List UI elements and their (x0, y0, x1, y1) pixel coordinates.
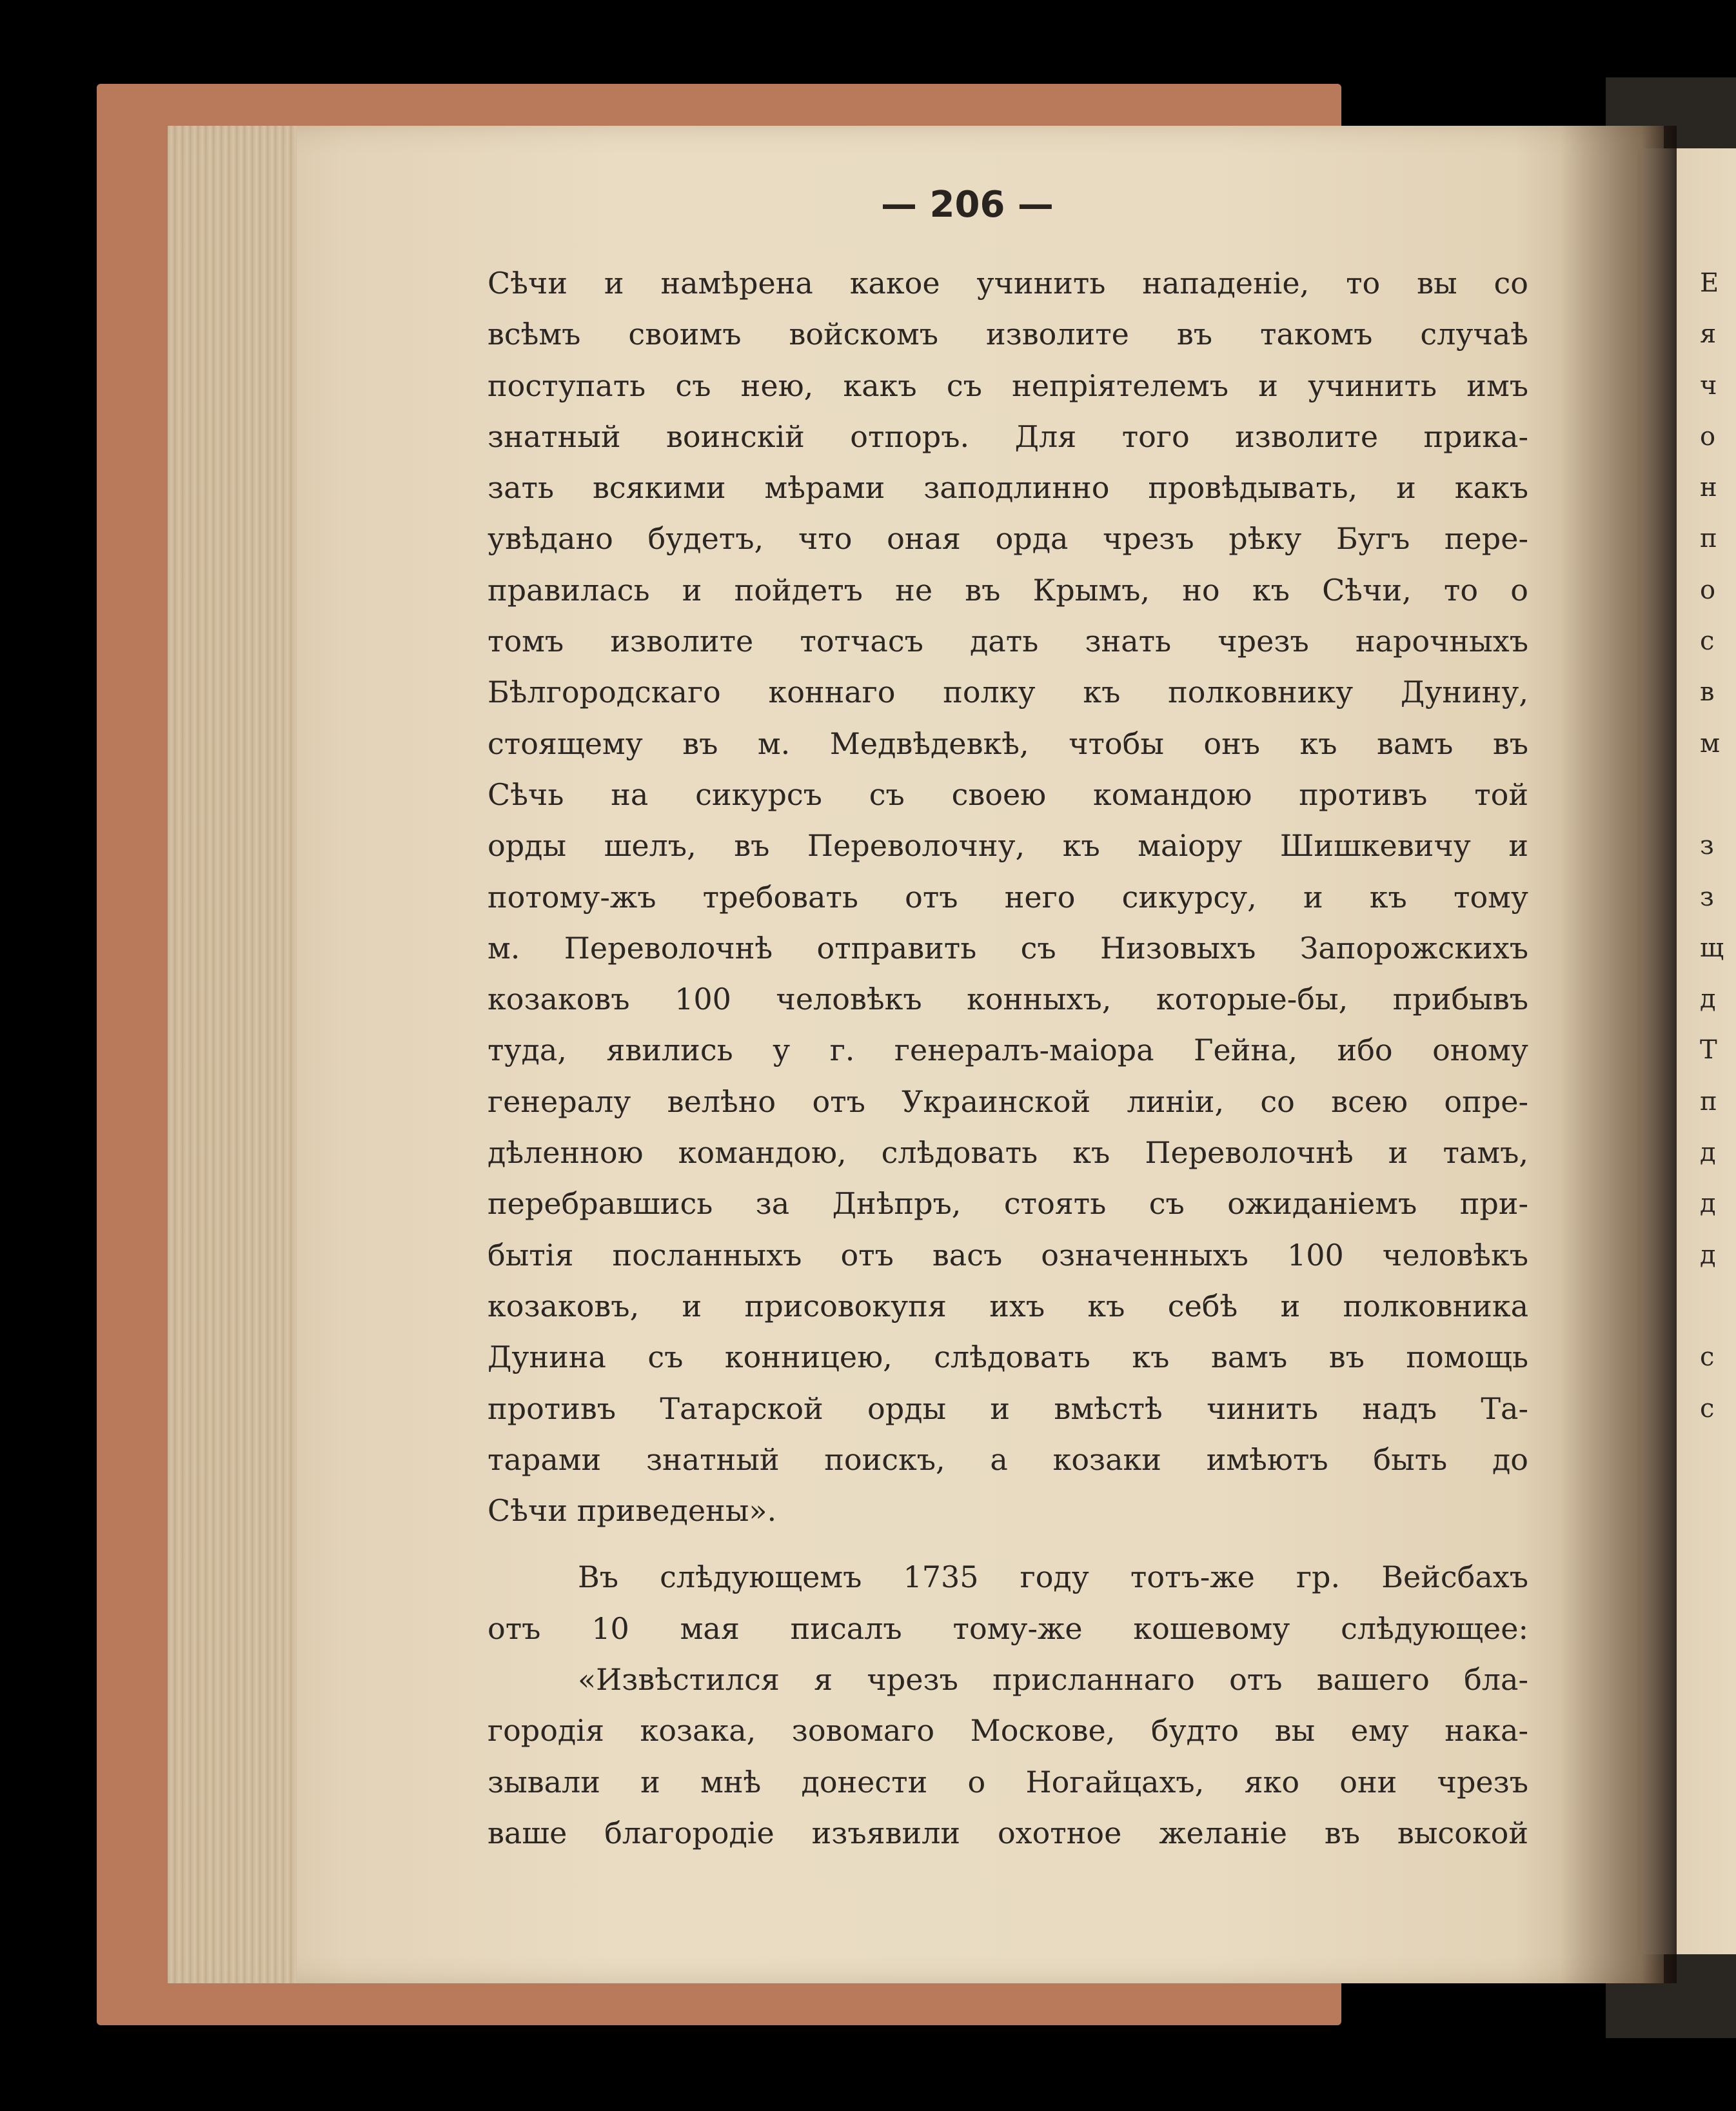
text-line: отъ 10 мая писалъ тому-же кошевому слѣдующее: (488, 1611, 1528, 1646)
text-line: зать всякими мѣрами заподлинно провѣдывать, и какъ (488, 470, 1528, 506)
text-line: перебравшись за Днѣпръ, стоять съ ожиданіемъ при- (488, 1186, 1528, 1222)
facing-fragment: с (1700, 626, 1715, 657)
text-line: Сѣчи приведены». (488, 1493, 777, 1529)
text-line: генералу велѣно отъ Украинской линіи, со всею опре- (488, 1084, 1528, 1119)
facing-fragment: д (1700, 984, 1716, 1015)
page-edges (168, 126, 297, 1983)
facing-fragment: о (1700, 421, 1716, 451)
facing-fragment: ч (1700, 370, 1717, 401)
text-line: орды шелъ, въ Переволочну, къ маіору Шишкевичу и (488, 828, 1528, 864)
text-line: городія козака, зовомаго Москове, будто вы ему нака- (488, 1713, 1528, 1749)
facing-fragment: в (1700, 677, 1715, 708)
text-line: противъ Татарской орды и вмѣстѣ чинить надъ Та- (488, 1391, 1528, 1426)
book-gutter-shadow (1561, 126, 1677, 1983)
text-line: томъ изволите тотчасъ дать знать чрезъ нарочныхъ (488, 624, 1528, 659)
facing-fragment: д (1700, 1189, 1716, 1219)
facing-fragment: с (1700, 1342, 1715, 1373)
text-line: туда, явились у г. генералъ-маіора Гейна, ибо оному (488, 1033, 1528, 1068)
facing-fragment: я (1700, 319, 1717, 350)
facing-fragment: Т (1700, 1035, 1717, 1065)
text-line: знатный воинскій отпоръ. Для того изволите прика- (488, 419, 1528, 454)
text-line: стоящему въ м. Медвѣдевкѣ, чтобы онъ къ вамъ въ (488, 726, 1528, 761)
paragraph-3 (488, 1654, 1528, 1859)
paragraph-1 (488, 258, 1528, 1536)
page-number: — 206 — (881, 184, 1054, 226)
text-line: правилась и пойдетъ не въ Крымъ, но къ Сѣчи, то о (488, 572, 1528, 608)
text-line: козаковъ 100 человѣкъ конныхъ, которые-бы, прибывъ (488, 982, 1528, 1017)
paragraph-2 (488, 1552, 1528, 1654)
text-line: Сѣчь на сикурсъ съ своею командою противъ той (488, 777, 1528, 812)
facing-fragment: м (1700, 728, 1721, 758)
text-line: дѣленною командою, слѣдовать къ Переволочнѣ и тамъ, (488, 1135, 1528, 1171)
text-line: бытія посланныхъ отъ васъ означенныхъ 100 человѣкъ (488, 1237, 1528, 1273)
facing-page-fragments (1700, 258, 1736, 1434)
text-line: Сѣчи и намѣрена какое учинить нападеніе, то вы со (488, 266, 1528, 301)
facing-fragment: з (1700, 882, 1714, 912)
text-line: увѣдано будетъ, что оная орда чрезъ рѣку Бугъ пере- (488, 521, 1528, 557)
facing-fragment: д (1700, 1240, 1716, 1270)
text-line: Бѣлгородскаго коннаго полку къ полковнику Дунину, (488, 675, 1528, 710)
text-line: «Извѣстился я чрезъ присланнаго отъ вашего бла- (578, 1662, 1528, 1698)
text-line: тарами знатный поискъ, а козаки имѣютъ быть до (488, 1442, 1528, 1477)
text-line: козаковъ, и присовокупя ихъ къ себѣ и полковника (488, 1288, 1528, 1323)
facing-fragment: щ (1700, 933, 1724, 963)
facing-fragment: н (1700, 473, 1717, 503)
text-line: Въ слѣдующемъ 1735 году тотъ-же гр. Вейсбахъ (578, 1560, 1528, 1595)
facing-fragment (1700, 1281, 1736, 1332)
text-line: зывали и мнѣ донести о Ногайцахъ, яко они чрезъ (488, 1764, 1528, 1799)
facing-fragment: Е (1700, 268, 1719, 298)
text-line: м. Переволочнѣ отправить съ Низовыхъ Запорожскихъ (488, 930, 1528, 966)
body-text (488, 258, 1528, 1859)
facing-fragment: п (1700, 1086, 1717, 1116)
text-line: поступать съ нею, какъ съ непріятелемъ и учинить имъ (488, 368, 1528, 403)
facing-fragment: з (1700, 831, 1714, 861)
text-line: всѣмъ своимъ войскомъ изволите въ такомъ случаѣ (488, 317, 1528, 352)
facing-fragment: о (1700, 575, 1716, 605)
facing-fragment: п (1700, 524, 1717, 554)
facing-fragment: с (1700, 1393, 1715, 1423)
text-line: потому-жъ требовать отъ него сикурсу, и къ тому (488, 879, 1528, 915)
facing-fragment: д (1700, 1138, 1716, 1168)
facing-fragment (1700, 769, 1736, 820)
text-line: ваше благородіе изъявили охотное желаніе въ высокой (488, 1815, 1528, 1850)
text-line: Дунина съ конницею, слѣдовать къ вамъ въ помощь (488, 1340, 1528, 1375)
